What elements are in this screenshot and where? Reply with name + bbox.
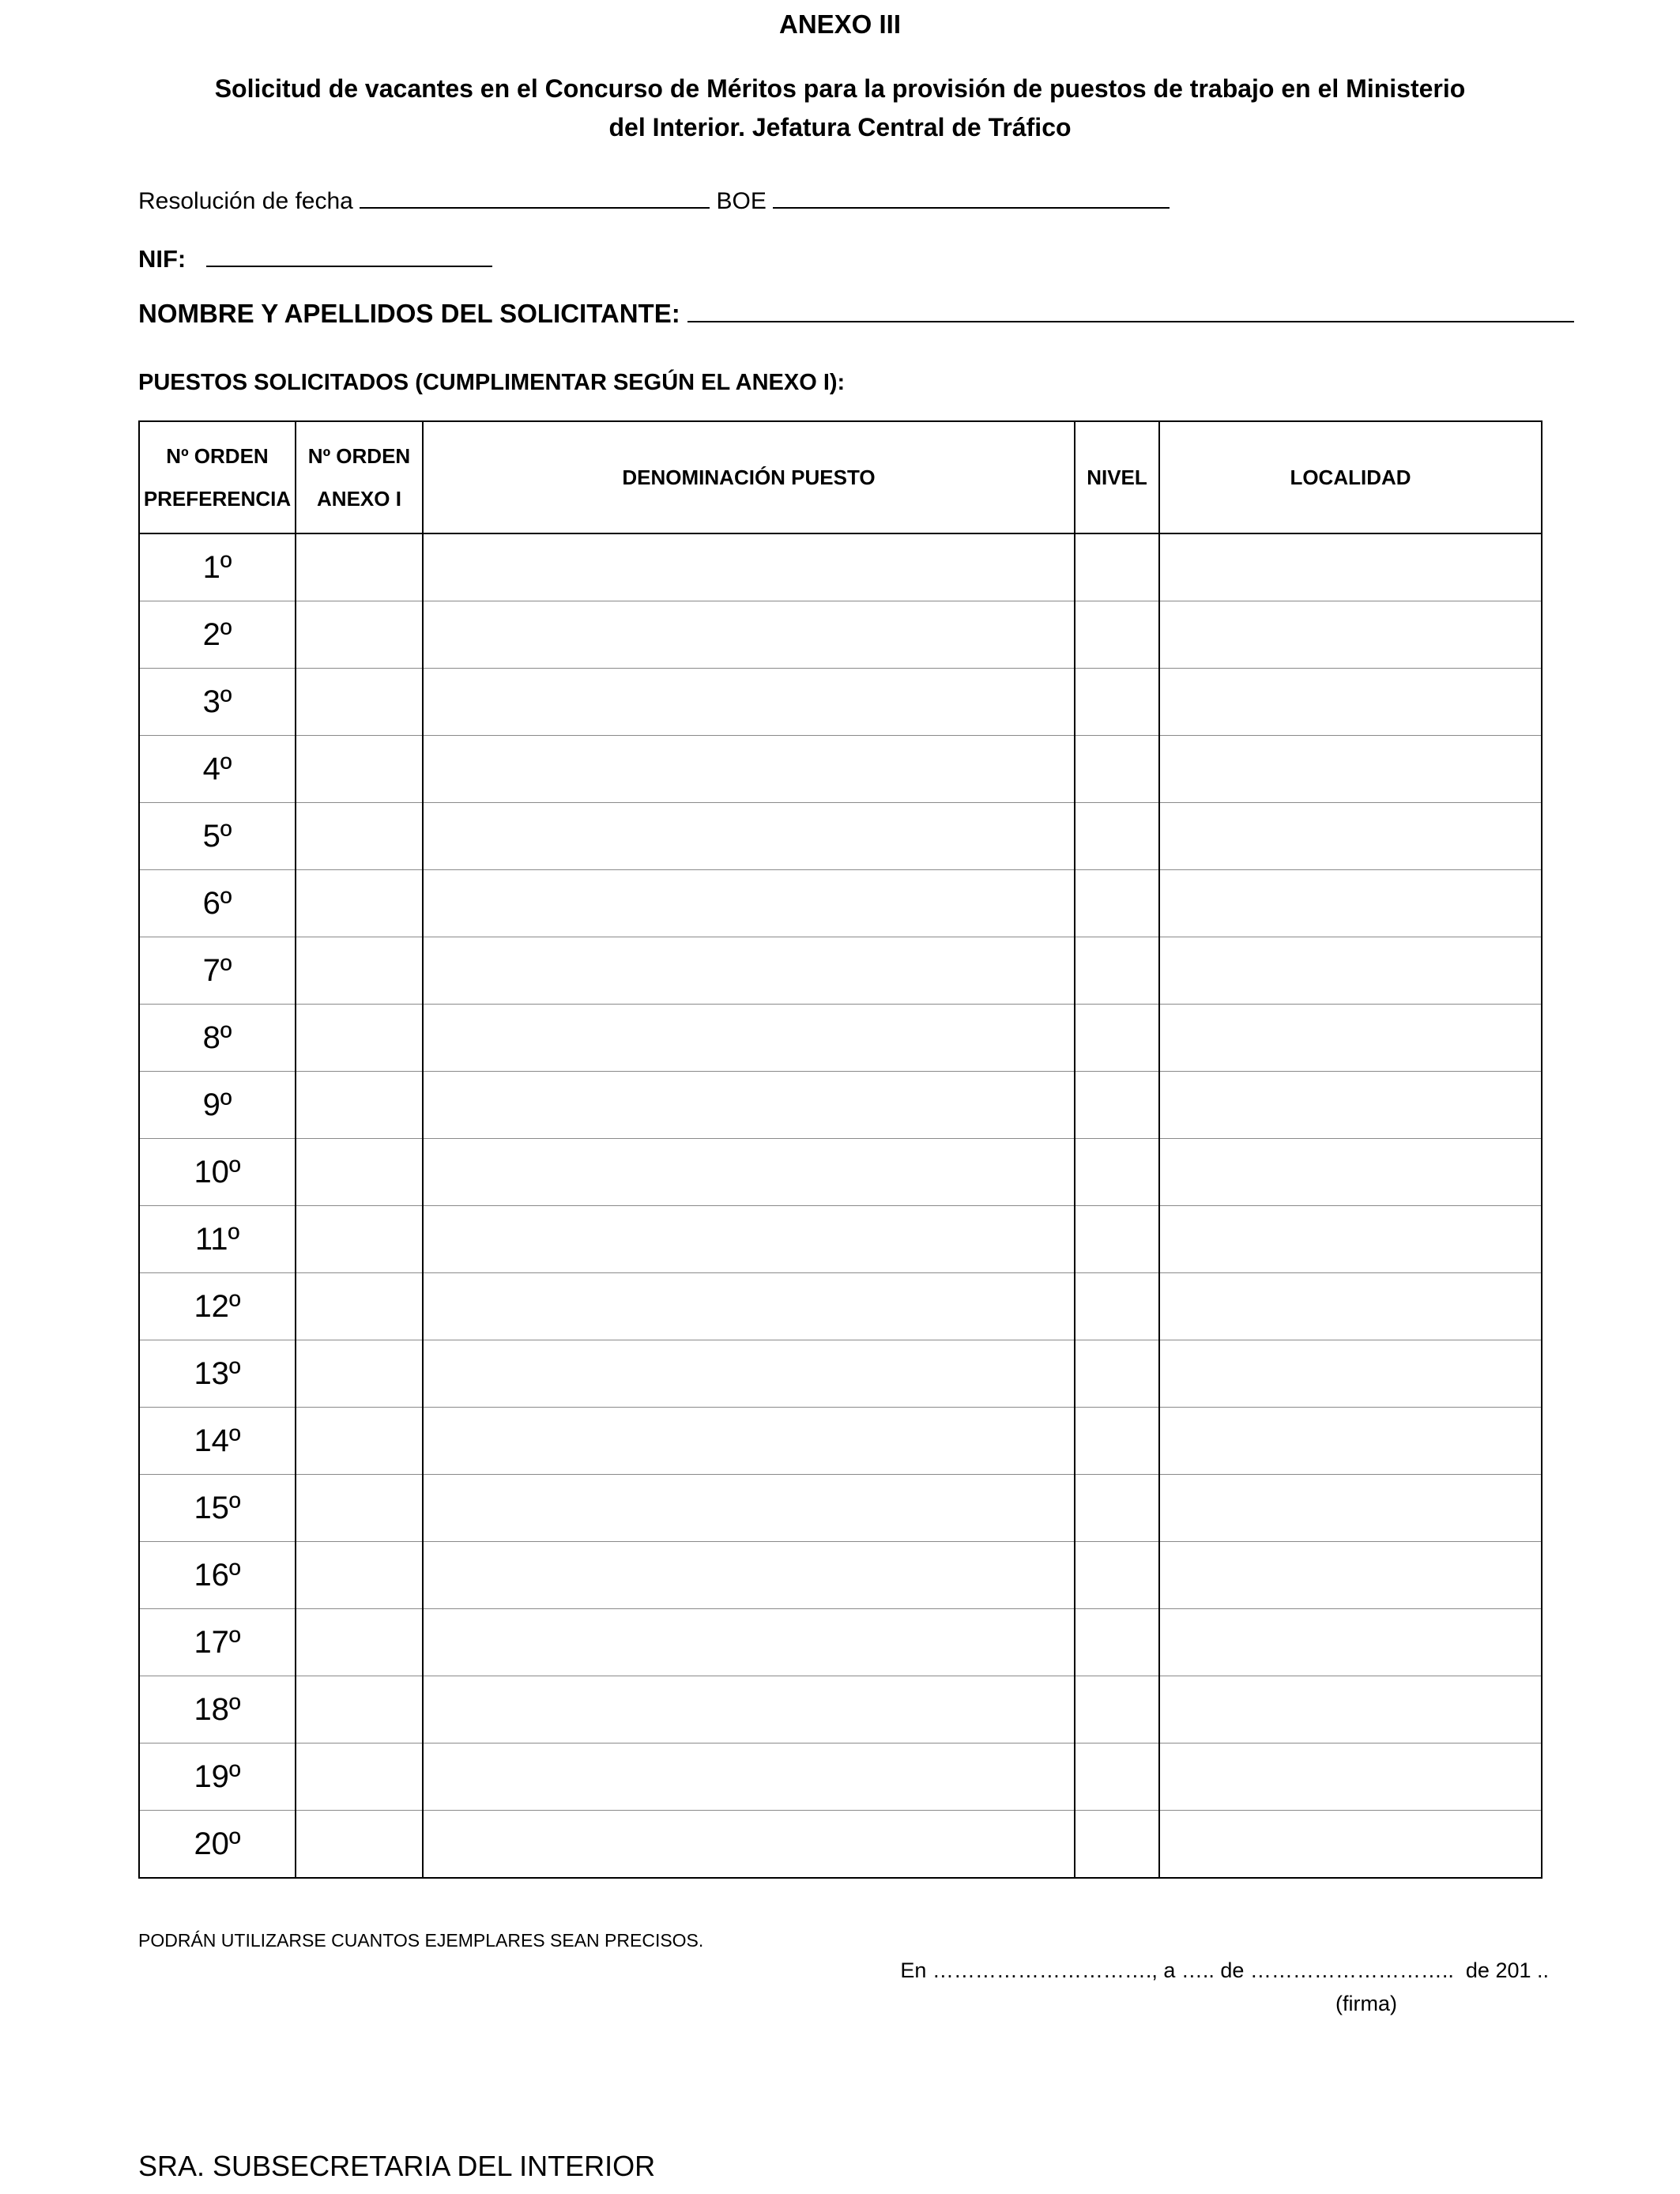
page-title: ANEXO III xyxy=(778,9,902,39)
localidad-cell[interactable] xyxy=(1159,1005,1542,1072)
table-row xyxy=(139,1408,1542,1475)
footnote: PODRÁN UTILIZARSE CUANTOS EJEMPLARES SEAN PRECISOS. xyxy=(138,1930,704,1951)
orden-anexo-cell[interactable] xyxy=(296,1072,423,1139)
lugar-fecha-line: En …………………………., a ….. de ……………………….. de 201 .. xyxy=(900,1958,1549,1982)
table-row xyxy=(139,1273,1542,1340)
table-row xyxy=(139,937,1542,1005)
column-header-denominacion: DENOMINACIÓN PUESTO xyxy=(423,421,1075,533)
ordinal-cell: 2º xyxy=(139,601,296,669)
denominacion-cell[interactable] xyxy=(423,601,1075,669)
denominacion-cell[interactable] xyxy=(423,533,1075,601)
denominacion-cell[interactable] xyxy=(423,870,1075,937)
table-row xyxy=(139,601,1542,669)
ordinal-cell: 3º xyxy=(139,669,296,736)
localidad-cell[interactable] xyxy=(1159,1139,1542,1206)
nombre-row xyxy=(138,297,1574,329)
nivel-cell[interactable] xyxy=(1075,1005,1159,1072)
nivel-cell[interactable] xyxy=(1075,1139,1159,1206)
orden-anexo-cell[interactable] xyxy=(296,870,423,937)
localidad-cell[interactable] xyxy=(1159,1206,1542,1273)
localidad-cell[interactable] xyxy=(1159,1811,1542,1879)
orden-anexo-cell[interactable] xyxy=(296,601,423,669)
nivel-cell[interactable] xyxy=(1075,1676,1159,1744)
ordinal-cell: 6º xyxy=(139,870,296,937)
nivel-cell[interactable] xyxy=(1075,1273,1159,1340)
denominacion-cell[interactable] xyxy=(423,1408,1075,1475)
puestos-table xyxy=(138,420,1543,1879)
orden-anexo-cell[interactable] xyxy=(296,1408,423,1475)
puestos-heading: PUESTOS SOLICITADOS (CUMPLIMENTAR SEGÚN EL ANEXO I): xyxy=(138,370,846,395)
nivel-cell[interactable] xyxy=(1075,1811,1159,1879)
denominacion-cell[interactable] xyxy=(423,1005,1075,1072)
ordinal-cell: 17º xyxy=(139,1609,296,1676)
table-row xyxy=(139,1609,1542,1676)
nivel-cell[interactable] xyxy=(1075,1072,1159,1139)
denominacion-cell[interactable] xyxy=(423,1139,1075,1206)
nivel-cell[interactable] xyxy=(1075,1206,1159,1273)
table-row xyxy=(139,1005,1542,1072)
table-row xyxy=(139,1139,1542,1206)
nivel-cell[interactable] xyxy=(1075,870,1159,937)
orden-anexo-cell[interactable] xyxy=(296,736,423,803)
denominacion-cell[interactable] xyxy=(423,1542,1075,1609)
orden-anexo-cell[interactable] xyxy=(296,1542,423,1609)
nivel-cell[interactable] xyxy=(1075,1744,1159,1811)
denominacion-cell[interactable] xyxy=(423,1072,1075,1139)
resolucion-row xyxy=(138,183,1170,215)
table-row xyxy=(139,870,1542,937)
denominacion-cell[interactable] xyxy=(423,1340,1075,1408)
table-header-row xyxy=(139,421,1542,533)
localidad-cell[interactable] xyxy=(1159,1072,1542,1139)
ordinal-cell: 1º xyxy=(139,533,296,601)
nivel-cell[interactable] xyxy=(1075,533,1159,601)
denominacion-cell[interactable] xyxy=(423,937,1075,1005)
column-header-orden-anexo: Nº ORDEN ANEXO I xyxy=(296,421,423,533)
table-row xyxy=(139,1676,1542,1744)
ordinal-cell: 9º xyxy=(139,1072,296,1139)
orden-anexo-cell[interactable] xyxy=(296,937,423,1005)
table-row xyxy=(139,1475,1542,1542)
table-row xyxy=(139,1744,1542,1811)
ordinal-cell: 7º xyxy=(139,937,296,1005)
ordinal-cell: 12º xyxy=(139,1273,296,1340)
localidad-cell[interactable] xyxy=(1159,669,1542,736)
orden-anexo-cell[interactable] xyxy=(296,1206,423,1273)
nivel-cell[interactable] xyxy=(1075,803,1159,870)
nivel-cell[interactable] xyxy=(1075,1475,1159,1542)
denominacion-cell[interactable] xyxy=(423,1744,1075,1811)
nombre-field[interactable] xyxy=(687,297,1574,322)
localidad-cell[interactable] xyxy=(1159,870,1542,937)
nif-row xyxy=(138,242,492,273)
orden-anexo-cell[interactable] xyxy=(296,803,423,870)
resolucion-date-field[interactable] xyxy=(360,183,710,209)
denominacion-cell[interactable] xyxy=(423,1609,1075,1676)
resolucion-label: Resolución de fecha xyxy=(138,188,353,214)
column-header-nivel: NIVEL xyxy=(1075,421,1159,533)
nivel-cell[interactable] xyxy=(1075,1609,1159,1676)
nombre-label: NOMBRE Y APELLIDOS DEL SOLICITANTE: xyxy=(138,299,680,328)
orden-anexo-cell[interactable] xyxy=(296,1005,423,1072)
ordinal-cell: 16º xyxy=(139,1542,296,1609)
localidad-cell[interactable] xyxy=(1159,1340,1542,1408)
nif-field[interactable] xyxy=(206,242,492,267)
nivel-cell[interactable] xyxy=(1075,937,1159,1005)
boe-label: BOE xyxy=(716,188,767,214)
table-row xyxy=(139,1206,1542,1273)
ordinal-cell: 8º xyxy=(139,1005,296,1072)
ordinal-cell: 10º xyxy=(139,1139,296,1206)
subtitle-line-2: del Interior. Jefatura Central de Tráfico xyxy=(608,113,1072,141)
localidad-cell[interactable] xyxy=(1159,1273,1542,1340)
denominacion-cell[interactable] xyxy=(423,803,1075,870)
table-row xyxy=(139,533,1542,601)
orden-anexo-cell[interactable] xyxy=(296,1340,423,1408)
table-row xyxy=(139,669,1542,736)
column-header-orden-preferencia: Nº ORDEN PREFERENCIA xyxy=(139,421,296,533)
denominacion-cell[interactable] xyxy=(423,1811,1075,1879)
ordinal-cell: 19º xyxy=(139,1744,296,1811)
orden-anexo-cell[interactable] xyxy=(296,1744,423,1811)
nivel-cell[interactable] xyxy=(1075,669,1159,736)
localidad-cell[interactable] xyxy=(1159,601,1542,669)
denominacion-cell[interactable] xyxy=(423,1676,1075,1744)
ordinal-cell: 20º xyxy=(139,1811,296,1879)
nivel-cell[interactable] xyxy=(1075,601,1159,669)
localidad-cell[interactable] xyxy=(1159,937,1542,1005)
orden-anexo-cell[interactable] xyxy=(296,1273,423,1340)
nif-label: NIF: xyxy=(138,245,186,273)
orden-anexo-cell[interactable] xyxy=(296,1475,423,1542)
localidad-cell[interactable] xyxy=(1159,1609,1542,1676)
localidad-cell[interactable] xyxy=(1159,1475,1542,1542)
orden-anexo-cell[interactable] xyxy=(296,1609,423,1676)
firma-label: (firma) xyxy=(1335,1992,1397,2015)
document-subtitle xyxy=(119,70,1561,147)
column-header-localidad: LOCALIDAD xyxy=(1159,421,1542,533)
orden-anexo-cell[interactable] xyxy=(296,669,423,736)
ordinal-cell: 15º xyxy=(139,1475,296,1542)
table-row xyxy=(139,1811,1542,1879)
denominacion-cell[interactable] xyxy=(423,736,1075,803)
localidad-cell[interactable] xyxy=(1159,1408,1542,1475)
table-row xyxy=(139,1340,1542,1408)
ordinal-cell: 4º xyxy=(139,736,296,803)
boe-field[interactable] xyxy=(773,183,1170,209)
localidad-cell[interactable] xyxy=(1159,1676,1542,1744)
nivel-cell[interactable] xyxy=(1075,736,1159,803)
ordinal-cell: 11º xyxy=(139,1206,296,1273)
nivel-cell[interactable] xyxy=(1075,1542,1159,1609)
orden-anexo-cell[interactable] xyxy=(296,1811,423,1879)
nivel-cell[interactable] xyxy=(1075,1408,1159,1475)
table-row xyxy=(139,736,1542,803)
localidad-cell[interactable] xyxy=(1159,1542,1542,1609)
orden-anexo-cell[interactable] xyxy=(296,1139,423,1206)
denominacion-cell[interactable] xyxy=(423,669,1075,736)
ordinal-cell: 14º xyxy=(139,1408,296,1475)
orden-anexo-cell[interactable] xyxy=(296,533,423,601)
subtitle-line-1: Solicitud de vacantes en el Concurso de Méritos para la provisión de puestos de trabajo en el Ministerio xyxy=(214,74,1466,103)
orden-anexo-cell[interactable] xyxy=(296,1676,423,1744)
localidad-cell[interactable] xyxy=(1159,736,1542,803)
localidad-cell[interactable] xyxy=(1159,533,1542,601)
table-row xyxy=(139,1542,1542,1609)
ordinal-cell: 5º xyxy=(139,803,296,870)
denominacion-cell[interactable] xyxy=(423,1273,1075,1340)
localidad-cell[interactable] xyxy=(1159,1744,1542,1811)
localidad-cell[interactable] xyxy=(1159,803,1542,870)
table-row xyxy=(139,1072,1542,1139)
denominacion-cell[interactable] xyxy=(423,1475,1075,1542)
ordinal-cell: 18º xyxy=(139,1676,296,1744)
denominacion-cell[interactable] xyxy=(423,1206,1075,1273)
nivel-cell[interactable] xyxy=(1075,1340,1159,1408)
destinatario: SRA. SUBSECRETARIA DEL INTERIOR xyxy=(138,2150,656,2182)
ordinal-cell: 13º xyxy=(139,1340,296,1408)
table-row xyxy=(139,803,1542,870)
